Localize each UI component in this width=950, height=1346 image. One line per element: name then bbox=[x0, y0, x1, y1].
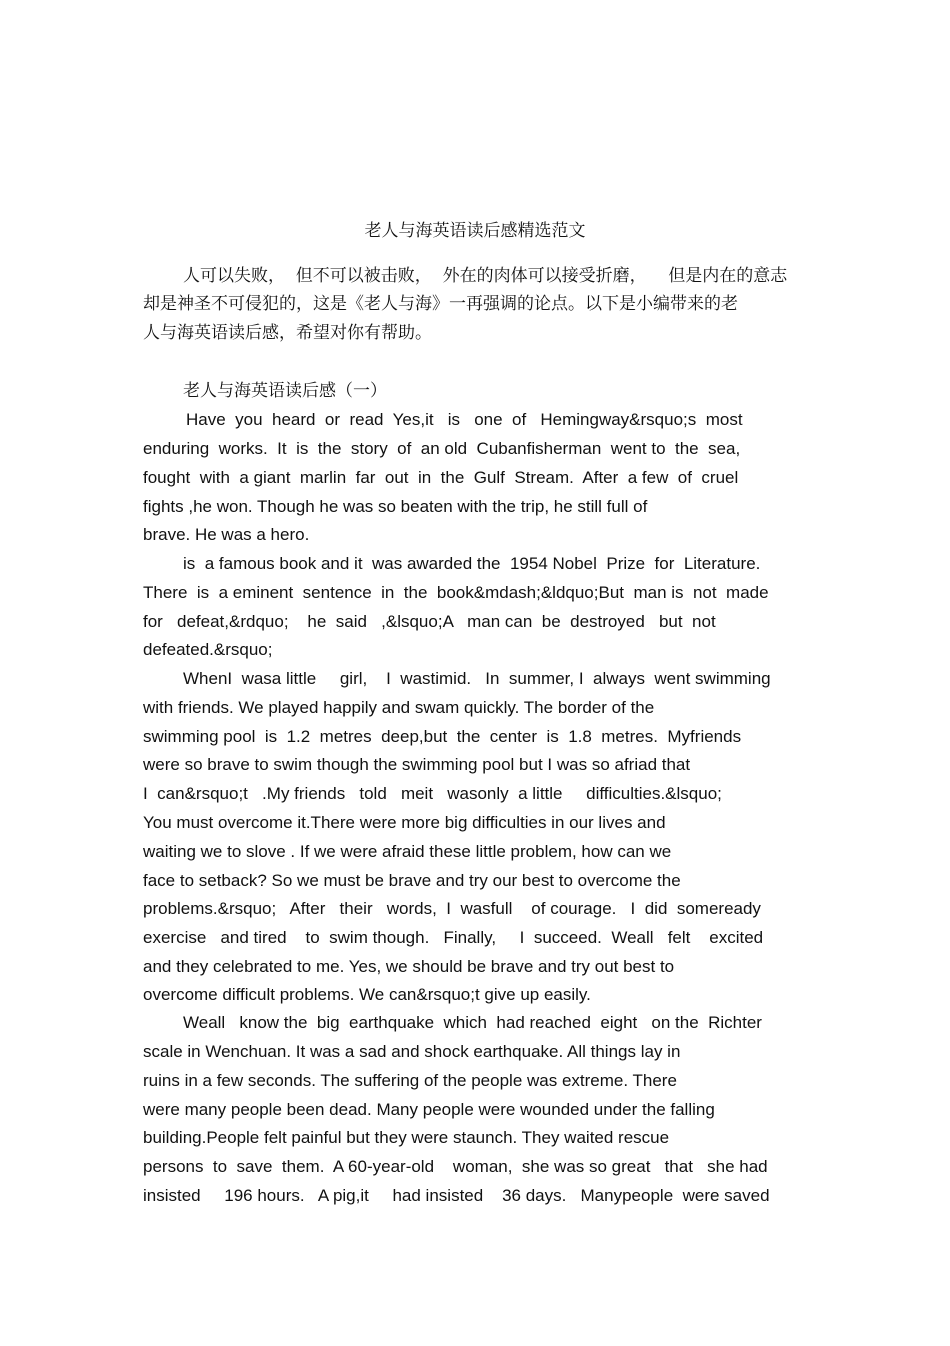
body-line-16: waiting we to slove . If we were afraid these little problem, how can we bbox=[143, 842, 672, 861]
body-line-12: swimming pool is 1.2 metres deep,but the center is 1.8 metres. Myfriends bbox=[143, 727, 742, 746]
body-line-15: You must overcome it.There were more big difficulties in our lives and bbox=[143, 813, 666, 832]
body-line-5: brave. He was a hero. bbox=[143, 525, 310, 544]
body-line-18: problems.&rsquo; After their words, I wasfull of courage. I did someready bbox=[143, 899, 761, 918]
body-line-21: overcome difficult problems. We can&rsquo;t give up easily. bbox=[143, 985, 591, 1004]
body-line-20: and they celebrated to me. Yes, we should be brave and try out best to bbox=[143, 957, 675, 976]
section-heading: 老人与海英语读后感（一） bbox=[183, 381, 387, 401]
body-line-4: fights ,he won. Though he was so beaten with the trip, he still full of bbox=[143, 497, 648, 516]
body-line-27: persons to save them. A 60-year-old woman, she was so great that she had bbox=[143, 1157, 768, 1176]
body-line-10: WhenI wasa little girl, I wastimid. In summer, I always went swimming bbox=[183, 669, 771, 688]
intro-line-2: 却是神圣不可侵犯的，这是《老人与海》一再强调的论点。以下是小编带来的老 bbox=[143, 294, 738, 314]
body-line-23: scale in Wenchuan. It was a sad and shock earthquake. All things lay in bbox=[143, 1042, 681, 1061]
body-line-19: exercise and tired to swim though. Finally, I succeed. Weall felt excited bbox=[143, 928, 764, 947]
document-title: 老人与海英语读后感精选范文 bbox=[364, 221, 586, 241]
intro-line-1: 人可以失败， 但不可以被击败， 外在的肉体可以接受折磨， 但是内在的意志 bbox=[183, 266, 788, 286]
body-line-28: insisted 196 hours. A pig,it had insisted 36 days. Manypeople were saved bbox=[143, 1186, 770, 1205]
body-line-3: fought with a giant marlin far out in the Gulf Stream. After a few of cruel bbox=[143, 468, 739, 487]
body-line-14: I can&rsquo;t .My friends told meit wasonly a little difficulties.&lsquo; bbox=[143, 784, 722, 803]
body-line-2: enduring works. It is the story of an old Cubanfisherman went to the sea, bbox=[143, 439, 741, 458]
body-line-1: Have you heard or read Yes,it is one of Hemingway&rsquo;s most bbox=[186, 410, 743, 429]
body-line-17: face to setback? So we must be brave and try our best to overcome the bbox=[143, 871, 681, 890]
body-line-13: were so brave to swim though the swimming pool but I was so afriad that bbox=[143, 755, 691, 774]
body-line-25: were many people been dead. Many people were wounded under the falling bbox=[143, 1100, 715, 1119]
body-line-6: is a famous book and it was awarded the 1954 Nobel Prize for Literature. bbox=[183, 554, 761, 573]
body-line-24: ruins in a few seconds. The suffering of the people was extreme. There bbox=[143, 1071, 677, 1090]
body-line-11: with friends. We played happily and swam quickly. The border of the bbox=[143, 698, 655, 717]
body-line-26: building.People felt painful but they were staunch. They waited rescue bbox=[143, 1128, 670, 1147]
body-line-7: There is a eminent sentence in the book&mdash;&ldquo;But man is not made bbox=[143, 583, 769, 602]
body-line-9: defeated.&rsquo; bbox=[143, 640, 273, 659]
body-line-8: for defeat,&rdquo; he said ,&lsquo;A man can be destroyed but not bbox=[143, 612, 716, 631]
body-line-22: Weall know the big earthquake which had reached eight on the Richter bbox=[183, 1013, 762, 1032]
intro-line-3: 人与海英语读后感，希望对你有帮助。 bbox=[143, 323, 432, 343]
